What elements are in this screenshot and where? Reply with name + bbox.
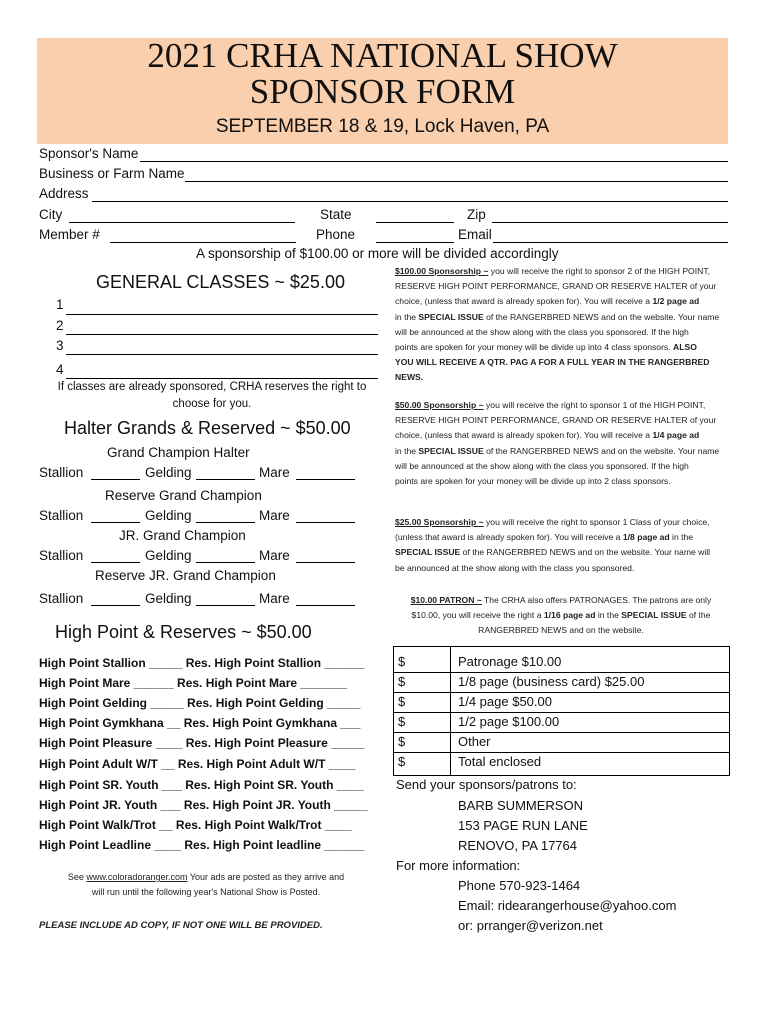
page-title-line2: SPONSOR FORM — [249, 72, 516, 111]
phone-label: Phone — [316, 227, 356, 242]
ad-copy-note: PLEASE INCLUDE AD COPY, IF NOT ONE WILL BE PROVIDED. — [39, 920, 323, 931]
stallion-label: Stallion — [39, 508, 84, 523]
class-field-2[interactable] — [66, 334, 378, 335]
mare-field[interactable] — [296, 522, 355, 523]
class-field-3[interactable] — [66, 354, 378, 355]
general-classes-heading: GENERAL CLASSES ~ $25.00 — [96, 272, 345, 292]
website-note: See www.coloradoranger.com Your ads are posted as they arrive and will run until the following year's National Show is Posted. — [67, 872, 345, 898]
state-label: State — [320, 207, 352, 222]
website-link[interactable]: www.coloradoranger.com — [86, 872, 188, 882]
high-point-row[interactable]: High Point Gelding _____ Res. High Point Gelding _____ — [39, 696, 361, 710]
sponsor-name-label: Sponsor's Name — [39, 146, 139, 161]
general-classes-note: If classes are already sponsored, CRHA reserves the right to choose for you. — [57, 381, 367, 410]
sponsorship-50-description: $50.00 Sponsorship ~ you will receive the right to sponsor 1 of the HIGH POINT, RESERVE HIGH POINT PERFORMANCE, GRAND OR RESERVE HALTER of your choice, (unless that award is already spoken for). You will receive a 1/4 page ad in the SPECIAL ISSUE of the RANGERBRED NEWS and on the website. Your name will be announced at the show along with the class you sponsored. If the high points are spoken for your money will be divide up into 2 class sponsors. — [395, 400, 720, 487]
payment-option: 1/2 page $100.00 — [458, 714, 560, 729]
dollar-sign: $ — [398, 674, 406, 689]
high-point-row[interactable]: High Point Stallion _____ Res. High Point Stallion ______ — [39, 656, 365, 670]
business-label: Business or Farm Name — [39, 166, 185, 181]
high-point-row[interactable]: High Point Mare ______ Res. High Point Mare _______ — [39, 676, 348, 690]
gelding-field[interactable] — [196, 605, 255, 606]
halter-heading: Halter Grands & Reserved ~ $50.00 — [64, 418, 351, 438]
high-point-row[interactable]: High Point Adult W/T __ Res. High Point Adult W/T ____ — [39, 757, 356, 771]
more-info-label: For more information: — [396, 858, 521, 873]
high-point-row[interactable]: High Point Walk/Trot __ Res. High Point Walk/Trot ____ — [39, 818, 352, 832]
stallion-label: Stallion — [39, 465, 84, 480]
contact-city: RENOVO, PA 17764 — [458, 838, 577, 853]
high-point-row[interactable]: High Point JR. Youth ___ Res. High Point JR. Youth _____ — [39, 798, 368, 812]
email-label: Email — [458, 227, 492, 242]
mare-field[interactable] — [296, 479, 355, 480]
dollar-sign: $ — [398, 734, 406, 749]
high-point-heading: High Point & Reserves ~ $50.00 — [55, 622, 312, 642]
halter-group-title-3: JR. Grand Champion — [119, 528, 246, 543]
class-number-1: 1 — [56, 297, 64, 312]
table-row[interactable] — [394, 732, 729, 753]
payment-option: 1/4 page $50.00 — [458, 694, 552, 709]
stallion-field[interactable] — [91, 562, 140, 563]
page-title-line1: 2021 CRHA NATIONAL SHOW — [147, 36, 618, 75]
class-number-4: 4 — [56, 362, 64, 377]
business-field[interactable] — [185, 181, 728, 182]
contact-phone: Phone 570-923-1464 — [458, 878, 581, 893]
halter-group-title-2: Reserve Grand Champion — [105, 488, 262, 503]
gelding-label: Gelding — [145, 548, 192, 563]
table-row[interactable] — [394, 692, 729, 713]
address-field[interactable] — [92, 201, 728, 202]
contact-email-1[interactable]: Email: ridearangerhouse@yahoo.com — [458, 898, 677, 913]
mare-field[interactable] — [296, 605, 355, 606]
mare-label: Mare — [259, 465, 290, 480]
dollar-sign: $ — [398, 754, 406, 769]
sponsorship-100-description: $100.00 Sponsorship ~ you will receive the right to sponsor 2 of the HIGH POINT, RESERVE HIGH POINT PERFORMANCE, GRAND OR RESERVE HALTER of your choice, (unless that award is already spoken for). You will receive a 1/2 page ad in the SPECIAL ISSUE of the RANGERBRED NEWS and on the website. Your name will be announced at the show along with the class you sponsored. If the high points are spoken for your money will be divide up into 4 class sponsors. ALSO YOU WILL RECEIVE A QTR. PAG A FOR A FULL YEAR IN THE RANGERBRED NEWS. — [395, 266, 720, 383]
dollar-sign: $ — [398, 654, 406, 669]
gelding-field[interactable] — [196, 562, 255, 563]
gelding-label: Gelding — [145, 591, 192, 606]
stallion-label: Stallion — [39, 548, 84, 563]
payment-option: Total enclosed — [458, 754, 542, 769]
stallion-field[interactable] — [91, 479, 140, 480]
stallion-field[interactable] — [91, 522, 140, 523]
city-label: City — [39, 207, 63, 222]
high-point-row[interactable]: High Point Leadline ____ Res. High Point leadline ______ — [39, 838, 365, 852]
mare-label: Mare — [259, 548, 290, 563]
zip-field[interactable] — [492, 222, 728, 223]
payment-option: Other — [458, 734, 491, 749]
contact-street: 153 PAGE RUN LANE — [458, 818, 588, 833]
dollar-sign: $ — [398, 694, 406, 709]
sponsor-name-field[interactable] — [140, 161, 728, 162]
class-field-1[interactable] — [66, 314, 378, 315]
state-field[interactable] — [376, 222, 454, 223]
table-row[interactable] — [394, 652, 729, 673]
mare-field[interactable] — [296, 562, 355, 563]
member-label: Member # — [39, 227, 100, 242]
city-field[interactable] — [69, 222, 295, 223]
class-number-2: 2 — [56, 318, 64, 333]
stallion-label: Stallion — [39, 591, 84, 606]
page-subtitle: SEPTEMBER 18 & 19, Lock Haven, PA — [215, 116, 550, 137]
high-point-row[interactable]: High Point Pleasure ____ Res. High Point Pleasure _____ — [39, 736, 365, 750]
contact-name: BARB SUMMERSON — [458, 798, 583, 813]
table-row[interactable] — [394, 752, 729, 772]
gelding-label: Gelding — [145, 508, 192, 523]
high-point-row[interactable]: High Point SR. Youth ___ Res. High Point SR. Youth ____ — [39, 778, 364, 792]
contact-email-2[interactable]: or: prranger@verizon.net — [458, 918, 603, 933]
halter-group-title-1: Grand Champion Halter — [107, 445, 250, 460]
gelding-field[interactable] — [196, 522, 255, 523]
patron-description: $10.00 PATRON ~ The CRHA also offers PATRONAGES. The patrons are only $10.00, you will receive the right a 1/16 page ad in the SPECIAL ISSUE of the RANGERBRED NEWS and on the website. — [410, 595, 712, 636]
member-field[interactable] — [110, 242, 296, 243]
mare-label: Mare — [259, 591, 290, 606]
gelding-field[interactable] — [196, 479, 255, 480]
payment-table — [393, 646, 730, 776]
high-point-row[interactable]: High Point Gymkhana __ Res. High Point Gymkhana ___ — [39, 716, 361, 730]
dollar-sign: $ — [398, 714, 406, 729]
send-to-label: Send your sponsors/patrons to: — [396, 777, 577, 792]
payment-option: 1/8 page (business card) $25.00 — [458, 674, 645, 689]
zip-label: Zip — [467, 207, 486, 222]
email-field[interactable] — [493, 242, 728, 243]
mare-label: Mare — [259, 508, 290, 523]
payment-option: Patronage $10.00 — [458, 654, 562, 669]
table-row[interactable] — [394, 712, 729, 733]
stallion-field[interactable] — [91, 605, 140, 606]
address-label: Address — [39, 186, 89, 201]
halter-group-title-4: Reserve JR. Grand Champion — [95, 568, 276, 583]
class-number-3: 3 — [56, 338, 64, 353]
table-row[interactable] — [394, 672, 729, 693]
phone-field[interactable] — [376, 242, 454, 243]
sponsorship-25-description: $25.00 Sponsorship ~ you will receive the right to sponsor 1 Class of your choice, (unless that award is already spoken for). You will receive a 1/8 page ad in the SPECIAL ISSUE of the RANGERBRED NEWS and on the website. Your name will be announced at the show along with the class you sponsored. — [395, 517, 711, 573]
division-note: A sponsorship of $100.00 or more will be divided accordingly — [196, 246, 559, 261]
gelding-label: Gelding — [145, 465, 192, 480]
